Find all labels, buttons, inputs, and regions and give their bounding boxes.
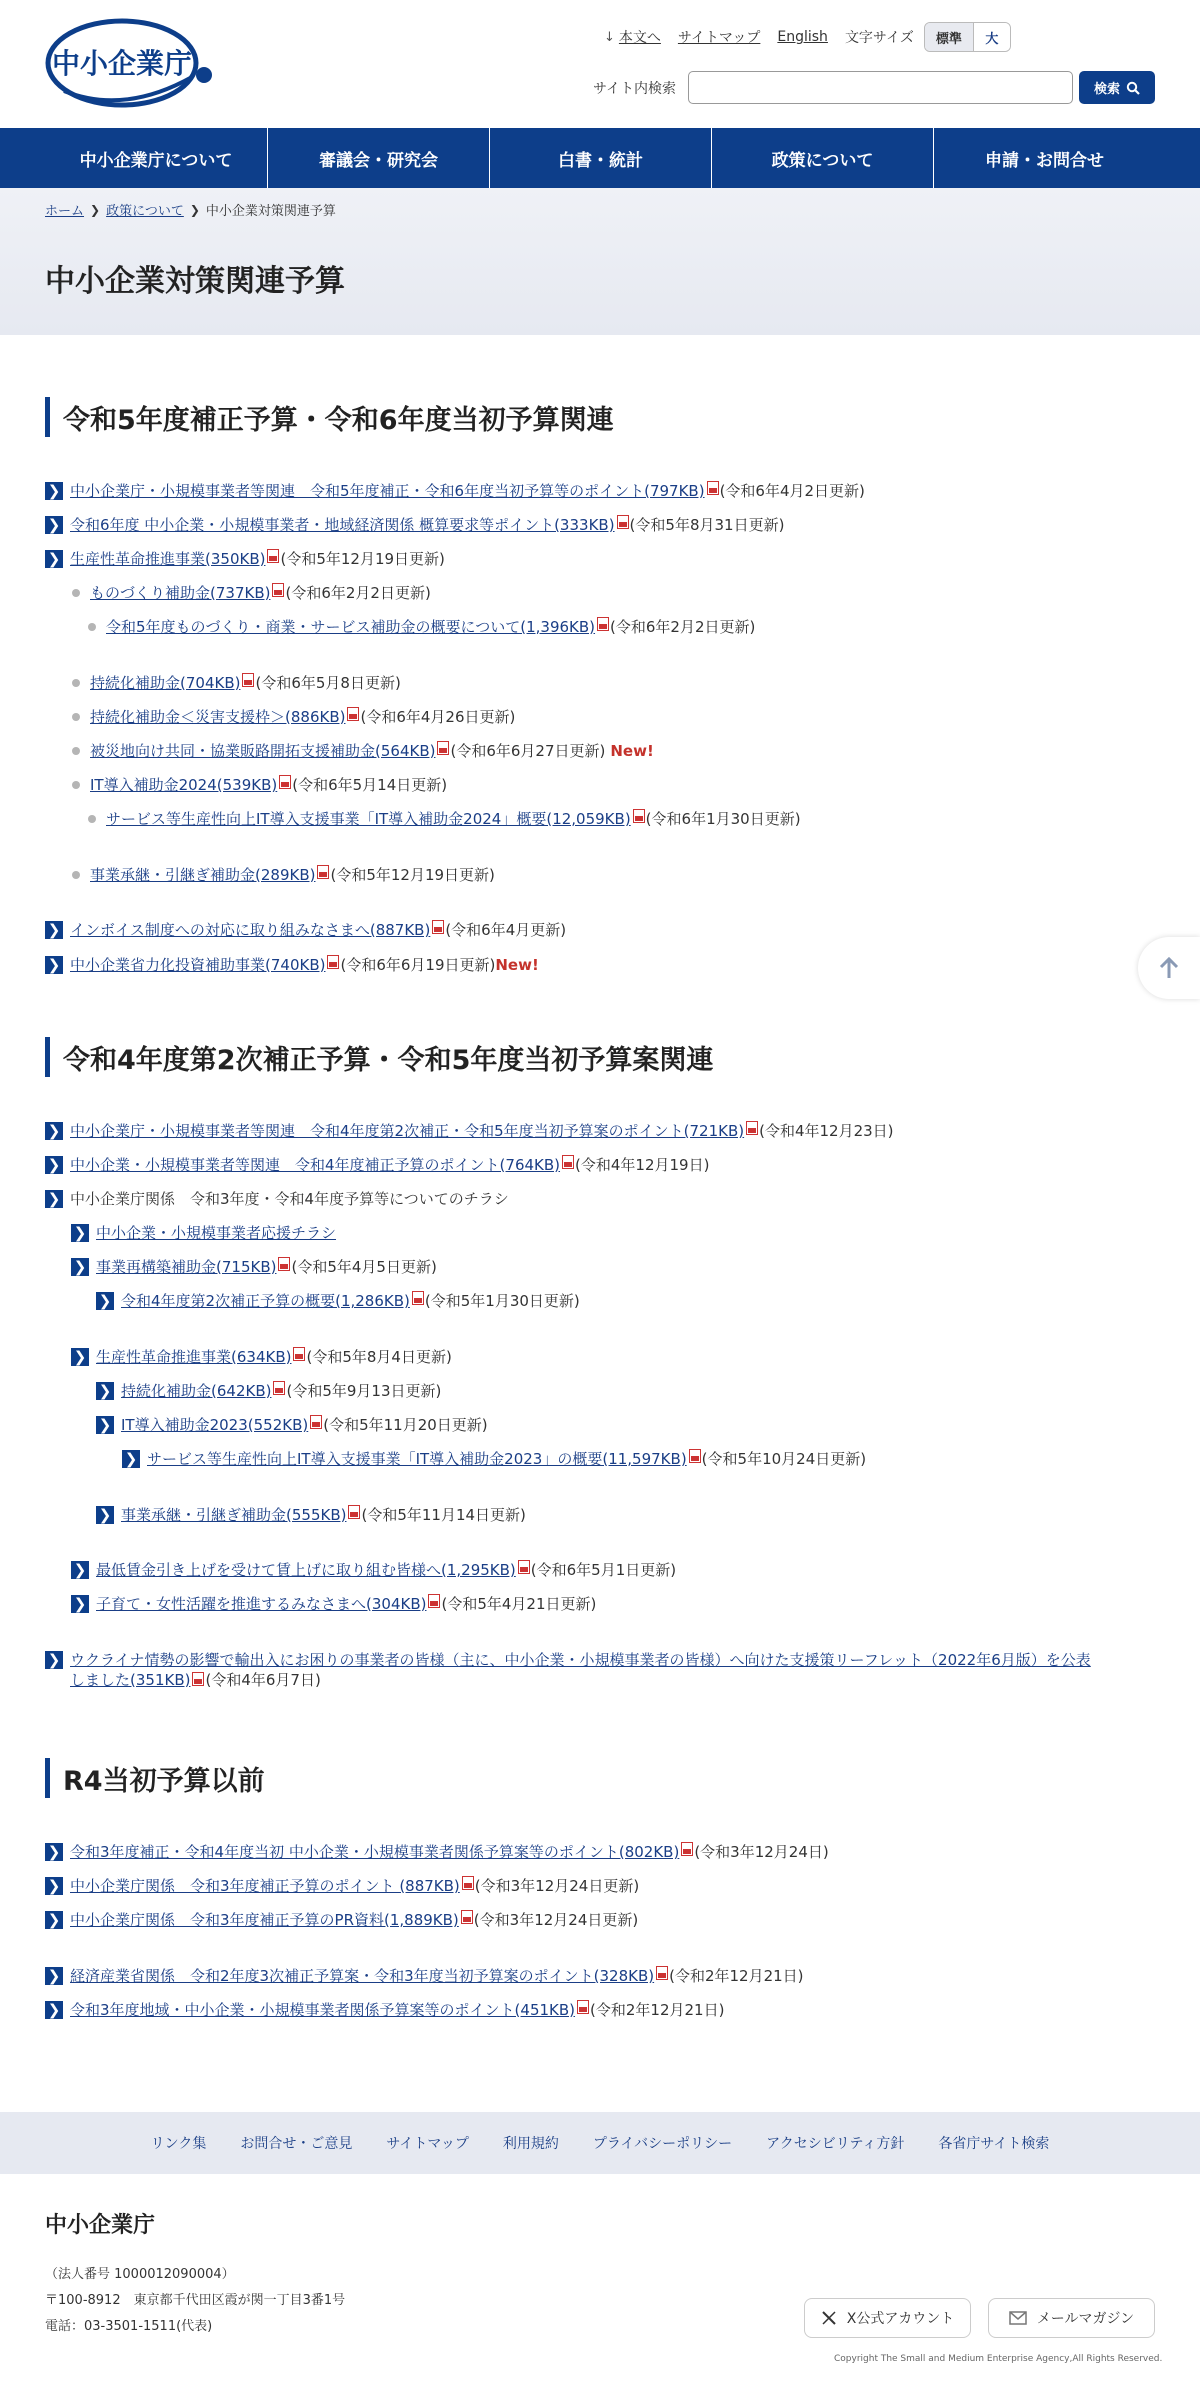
update-date: (令和6年6月19日更新) [340,956,496,974]
pdf-icon [461,1910,473,1924]
chevron-right-icon: ❯ [71,1348,89,1366]
list-item [67,707,515,727]
update-date: (令和2年12月21日) [590,2001,725,2019]
pdf-icon [310,1415,322,1429]
chevron-right-icon: ❯ [189,202,200,217]
list-item [45,1966,804,1986]
update-date: (令和6年1月30日更新) [645,810,801,828]
gnav-policy[interactable]: 政策について [711,128,933,188]
update-date: (令和4年6月7日) [205,1671,321,1689]
breadcrumb-current: 中小企業対策関連予算 [205,204,336,219]
arrow-up-icon [1158,956,1180,980]
update-date: (令和4年12月23日) [759,1122,894,1140]
footer-link-terms[interactable]: 利用規約 [502,2136,559,2152]
list-item [45,549,445,569]
budget-link[interactable]: 経済産業省関係 令和2年度3次補正予算案・令和3年度当初予算案のポイント(328KB) [70,1967,655,1985]
update-date: (令和6年5月8日更新) [255,674,401,692]
budget-link[interactable]: 中小企業省力化投資補助事業(740KB) [70,956,326,974]
footer-link-privacy[interactable]: プライバシーポリシー [592,2136,733,2152]
pdf-icon [597,617,609,631]
list-item [122,1449,866,1469]
update-date: (令和3年12月24日) [694,1843,829,1861]
pdf-icon [293,1347,305,1361]
chevron-right-icon: ❯ [45,1911,63,1929]
update-date: (令和3年12月24日更新) [474,1877,640,1895]
pdf-icon [242,673,254,687]
list-item [45,1121,894,1141]
chevron-right-icon: ❯ [45,1190,63,1208]
pdf-icon [192,1672,204,1686]
list-item [45,1650,1160,1690]
arrow-down-icon: ↓ [604,29,615,45]
budget-link[interactable]: 生産性革命推進事業(634KB) [96,1348,292,1366]
budget-link[interactable]: しました(351KB) [70,1671,191,1689]
font-size-standard-button[interactable]: 標準 [925,23,973,51]
update-date: (令和5年10月24日更新) [701,1450,867,1468]
search-button-label: 検索 [1094,82,1121,97]
budget-link[interactable]: ウクライナ情勢の影響で輸出入にお困りの事業者の皆様（主に、中小企業・小規模事業者の皆様）へ向けた支援策リーフレット（2022年6月版）を公表 [70,1651,1091,1669]
chevron-right-icon: ❯ [45,1967,63,1985]
new-badge: New! [610,742,654,760]
font-size-large-button[interactable]: 大 [973,23,1010,51]
update-date: (令和5年4月21日更新) [441,1595,597,1613]
update-date: (令和6年2月2日更新) [610,618,756,636]
new-badge: New! [495,956,539,974]
list-item [71,1223,336,1243]
list-item [45,1189,509,1209]
section-heading: 令和5年度補正予算・令和6年度当初予算関連 [45,397,614,437]
budget-link[interactable]: 中小企業・小規模事業者応援チラシ [96,1224,337,1242]
budget-link[interactable]: 中小企業庁・小規模事業者等関連 令和5年度補正・令和6年度当初予算等のポイント(797KB) [70,482,705,500]
pdf-icon [518,1560,530,1574]
bullet-icon [72,713,80,721]
list-item [83,809,801,829]
update-date: (令和5年8月31日更新) [629,516,785,534]
pdf-icon [267,549,279,563]
budget-link[interactable]: 中小企業・小規模事業者等関連 令和4年度補正予算のポイント(764KB) [70,1156,561,1174]
global-nav [0,128,1200,188]
gnav-applications[interactable]: 申請・お問合せ [933,128,1155,188]
list-item [67,865,495,885]
chevron-right-icon: ❯ [45,956,63,974]
budget-link[interactable]: 事業承継・引継ぎ補助金(555KB) [121,1506,347,1524]
list-item [45,481,865,501]
list-item [45,1876,639,1896]
pdf-icon [746,1121,758,1135]
pdf-icon [317,865,329,879]
pdf-icon [617,515,629,529]
budget-link[interactable]: IT導入補助金2024(539KB) [90,776,278,794]
pdf-icon [681,1842,693,1856]
chevron-right-icon: ❯ [122,1450,140,1468]
chevron-right-icon: ❯ [71,1595,89,1613]
chevron-right-icon: ❯ [96,1416,114,1434]
budget-link[interactable]: 令和3年度地域・中小企業・小規模事業者関係予算案等のポイント(451KB) [70,2001,576,2019]
multiline-link-wrap [70,1650,1091,1690]
chevron-right-icon: ❯ [45,516,63,534]
budget-link[interactable]: 事業再構築補助金(715KB) [96,1258,277,1276]
update-date: (令和6年4月26日更新) [360,708,516,726]
budget-link[interactable]: 令和5年度ものづくり・商業・サービス補助金の概要について(1,396KB) [106,618,596,636]
budget-link[interactable]: 生産性革命推進事業(350KB) [70,550,266,568]
back-to-top-button[interactable] [1138,937,1200,999]
list-item [45,1842,829,1862]
phone: 電話：03-3501-1511(代表) [45,2319,213,2334]
bullet-icon [72,871,80,879]
list-item [45,1910,638,1930]
chevron-right-icon: ❯ [71,1224,89,1242]
bullet-icon [88,623,96,631]
chevron-right-icon: ❯ [96,1382,114,1400]
budget-link[interactable]: サービス等生産性向上IT導入支援事業「IT導入補助金2023」の概要(11,597KB) [147,1450,687,1468]
list-item [71,1560,676,1580]
chevron-right-icon: ❯ [45,482,63,500]
site-logo[interactable] [44,15,216,111]
budget-link[interactable]: 中小企業庁・小規模事業者等関連 令和4年度第2次補正・令和5年度当初予算案のポイント(721KB) [70,1122,745,1140]
pdf-icon [633,809,645,823]
update-date: (令和6年5月1日更新) [530,1561,677,1579]
english-link[interactable]: English [777,29,828,45]
x-logo-icon [821,2310,837,2326]
page-title: 中小企業対策関連予算 [45,264,345,299]
font-size-toggle [924,22,1011,52]
list-item [71,1347,452,1367]
copyright: Copyright The Small and Medium Enterprise Agency,All Rights Reserved. [834,2354,1163,2364]
update-date: (令和5年4月5日更新) [291,1258,437,1276]
pdf-icon [689,1449,701,1463]
pdf-icon [462,1876,474,1890]
footer-link-accessibility[interactable]: アクセシビリティ方針 [766,2136,905,2152]
search-input[interactable] [688,71,1073,104]
bullet-icon [72,781,80,789]
budget-link[interactable]: 中小企業庁関係 令和3年度補正予算のポイント (887KB) [70,1877,460,1895]
list-item [96,1381,441,1401]
update-date: (令和2年12月21日) [669,1967,804,1985]
update-date: (令和5年1月30日更新) [424,1292,580,1310]
budget-link[interactable]: 事業承継・引継ぎ補助金(289KB) [90,866,316,884]
update-date: (令和4年12月19日) [575,1156,710,1174]
footer-link-ministries[interactable]: 各省庁サイト検索 [938,2136,1050,2152]
footer-link-contact[interactable]: お問合せ・ご意見 [240,2136,353,2152]
update-date: (令和5年12月19日更新) [330,866,495,884]
chevron-right-icon: ❯ [45,1156,63,1174]
search-icon [1126,81,1140,95]
list-item [67,741,654,761]
list-item [45,2000,724,2020]
list-item [45,1155,709,1175]
budget-link[interactable]: インボイス制度への対応に取り組みなさまへ(887KB) [70,921,431,939]
budget-link[interactable]: 令和4年度第2次補正予算の概要(1,286KB) [121,1292,410,1310]
pdf-icon [412,1291,424,1305]
bullet-icon [72,679,80,687]
pdf-icon [437,741,449,755]
breadcrumb-policy[interactable]: 政策について [106,204,184,219]
mail-magazine-label: メールマガジン [1036,2311,1135,2327]
update-date: (令和5年8月4日更新) [306,1348,452,1366]
pdf-icon [347,707,359,721]
site-search [593,71,1155,104]
budget-link[interactable]: ものづくり補助金(737KB) [90,584,271,602]
chevron-right-icon: ❯ [45,550,63,568]
update-date: (令和5年11月14日更新) [361,1506,526,1524]
breadcrumb [45,200,336,219]
gnav-whitepaper[interactable]: 白書・統計 [489,128,711,188]
section-heading: 令和4年度第2次補正予算・令和5年度当初予算案関連 [45,1037,713,1077]
list-item [45,515,784,535]
mail-magazine-button[interactable] [988,2298,1155,2338]
chevron-right-icon: ❯ [45,2001,63,2019]
list-item [45,955,539,975]
list-item [71,1257,437,1277]
chevron-right-icon: ❯ [45,1122,63,1140]
list-item [96,1415,488,1435]
budget-link[interactable]: 最低賃金引き上げを受けて賃上げに取り組む皆様へ(1,295KB) [96,1561,516,1579]
breadcrumb-home[interactable]: ホーム [45,204,85,219]
chevron-right-icon: ❯ [45,1877,63,1895]
pdf-icon [279,775,291,789]
budget-link[interactable]: 令和3年度補正・令和4年度当初 中小企業・小規模事業者関係予算案等のポイント(802KB) [70,1843,680,1861]
site-header [0,0,1200,128]
bullet-icon [72,747,80,755]
pdf-icon [577,2000,589,2014]
chevron-right-icon: ❯ [71,1561,89,1579]
pdf-icon [278,1257,290,1271]
gnav-about[interactable]: 中小企業庁について [79,150,233,171]
chevron-right-icon: ❯ [96,1292,114,1310]
pdf-icon [272,583,284,597]
update-date: (令和5年12月19日更新) [280,550,445,568]
footer-links [0,2112,1200,2174]
budget-link[interactable]: 持続化補助金(704KB) [90,674,241,692]
gnav-councils[interactable]: 審議会・研究会 [267,128,489,188]
budget-link[interactable]: 持続化補助金＜災害支援枠＞(886KB) [90,708,346,726]
svg-text:中小企業庁: 中小企業庁 [51,47,193,80]
pdf-icon [348,1505,360,1519]
footer-org-name: 中小企業庁 [45,2213,156,2238]
update-date: (令和3年12月24日更新) [473,1911,639,1929]
search-button[interactable] [1079,71,1155,104]
list-item [83,617,755,637]
budget-link[interactable]: 令和6年度 中小企業・小規模事業者・地域経済関係 概算要求等ポイント(333KB) [70,516,615,534]
list-item [96,1505,526,1525]
footer-link-sitemap[interactable]: サイトマップ [386,2136,469,2152]
chevron-right-icon: ❯ [45,1651,63,1669]
pdf-icon [428,1594,440,1608]
chevron-right-icon: ❯ [71,1258,89,1276]
list-item [67,673,401,693]
update-date: (令和6年4月更新) [445,921,567,939]
chevron-right-icon: ❯ [45,1843,63,1861]
list-item [67,775,447,795]
list-item [67,583,431,603]
page-header [0,188,1200,335]
update-date: (令和6年4月2日更新) [719,482,865,500]
sitemap-link[interactable]: サイトマップ [677,30,761,46]
chevron-right-icon: ❯ [90,202,101,217]
pdf-icon [656,1966,668,1980]
budget-link[interactable]: 子育て・女性活躍を推進するみなさまへ(304KB) [96,1595,427,1613]
flyer-group-label: 中小企業庁関係 令和3年度・令和4年度予算等についてのチラシ [70,1190,509,1208]
search-label: サイト内検索 [593,80,677,97]
list-item [71,1594,596,1614]
pdf-icon [707,481,719,495]
pdf-icon [562,1155,574,1169]
update-date: (令和6年5月14日更新) [292,776,448,794]
update-date: (令和5年11月20日更新) [323,1416,488,1434]
budget-link[interactable]: 持続化補助金(642KB) [121,1382,272,1400]
budget-link[interactable]: サービス等生産性向上IT導入支援事業「IT導入補助金2024」概要(12,059KB) [106,810,631,828]
bullet-icon [88,815,96,823]
skip-to-content-link[interactable]: 本文へ [618,30,661,46]
pdf-icon [273,1381,285,1395]
x-account-button[interactable] [804,2298,971,2338]
utility-links [604,22,1011,52]
address: 〒100-8912 東京都千代田区霞が関一丁目3番1号 [45,2293,346,2308]
chevron-right-icon: ❯ [96,1506,114,1524]
budget-link[interactable]: IT導入補助金2023(552KB) [121,1416,309,1434]
update-date: (令和6年6月27日更新) [450,742,606,760]
chevron-right-icon: ❯ [45,921,63,939]
footer-link-links[interactable]: リンク集 [150,2136,207,2152]
mail-icon [1009,2311,1027,2325]
list-item [45,920,566,940]
budget-link[interactable]: 中小企業庁関係 令和3年度補正予算のPR資料(1,889KB) [70,1911,459,1929]
budget-link[interactable]: 被災地向け共同・協業販路開拓支援補助金(564KB) [90,742,436,760]
pdf-icon [432,920,444,934]
update-date: (令和5年9月13日更新) [286,1382,442,1400]
list-item [96,1291,580,1311]
update-date: (令和6年2月2日更新) [285,584,431,602]
bullet-icon [72,589,80,597]
corporate-number: （法人番号 1000012090004） [45,2267,235,2282]
section-heading: R4当初予算以前 [45,1758,265,1798]
x-account-label: X公式アカウント [846,2311,955,2327]
font-size-label: 文字サイズ [844,30,914,46]
pdf-icon [327,955,339,969]
